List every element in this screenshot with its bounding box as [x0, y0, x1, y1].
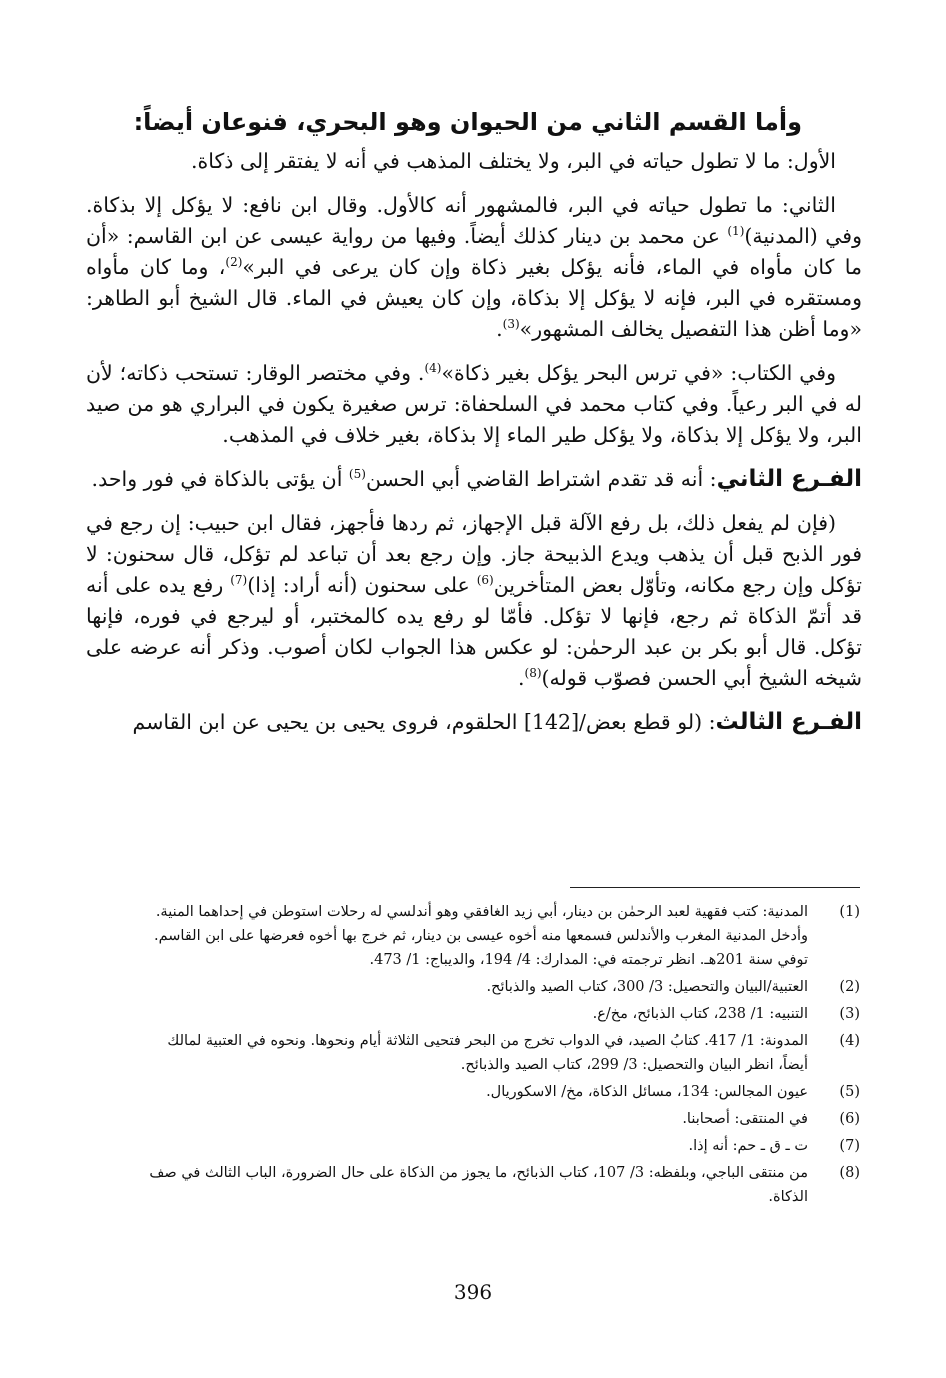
footnote-number: (1) [839, 904, 860, 920]
footnote-ref-4[interactable]: (4) [424, 361, 442, 376]
footnote-number: (2) [839, 979, 860, 995]
section-heading: وأما القسم الثاني من الحيوان وهو البحري، فنوعان أيضاً: [133, 108, 802, 136]
footnote-3 [84, 1002, 860, 1026]
page-number: 396 [453, 1280, 493, 1304]
footnote-number: (7) [839, 1138, 860, 1154]
footnote-text: المدونة: 1/ 417. كتابُ الصيد، في الدواب تخرج من البحر فتحيى الثلاثة أيام ونحوها. ونحوه في العتبية لمالك أيضاً، انظر البيان والتحصيل: 3/ 299، كتاب الصيد والذبائح. [167, 1033, 808, 1073]
branch-3-title: الفـرع الثالث [715, 709, 862, 735]
footnote-text: عيون المجالس: 134، مسائل الذكاة، مخ/ الاسكوريال. [486, 1084, 808, 1100]
footnote-ref-8[interactable]: (8) [524, 666, 542, 681]
paragraph-branch-2: الفـرع الثاني: أنه قد تقدم اشتراط القاضي أبي الحسن$^{(5)}$ أن يؤتى بالذكاة في فور واحد. [91, 466, 862, 492]
footnote-8 [84, 1161, 860, 1209]
footnote-4 [84, 1029, 860, 1077]
footnote-number: (4) [839, 1033, 860, 1049]
footnote-text: العتبية/البيان والتحصيل: 3/ 300، كتاب الصيد والذبائح. [486, 979, 808, 995]
footnote-ref-3[interactable]: (3) [502, 317, 520, 332]
footnote-number: (5) [839, 1084, 860, 1100]
footnotes [84, 900, 860, 1212]
footnote-text: في المنتقى: أصحابنا. [682, 1111, 808, 1127]
footnote-number: (6) [839, 1111, 860, 1127]
footnote-text: ت ـ ق ـ حم: أنه إذا. [688, 1138, 808, 1154]
footnote-divider [570, 887, 860, 888]
footnote-number: (3) [839, 1006, 860, 1022]
footnote-text: التنبيه: 1/ 238، كتاب الذبائح، مخ/ع. [592, 1006, 808, 1022]
paragraph-branch-3: الفـرع الثالث: (لو قطع بعض/[142] الحلقوم، فروى يحيى بن يحيى عن ابن القاسم [132, 709, 862, 735]
footnote-6 [84, 1107, 860, 1131]
footnote-ref-6[interactable]: (6) [476, 573, 494, 588]
footnote-ref-5[interactable]: (5) [348, 467, 366, 482]
main-text [86, 88, 862, 751]
footnote-number: (8) [839, 1165, 860, 1181]
footnote-7 [84, 1134, 860, 1158]
footnote-text: من منتقى الباجي، وبلفظه: 3/ 107، كتاب الذبائح، ما يجوز من الذكاة على حال الضرورة، الباب الثالث في صف الذكاة. [149, 1165, 808, 1205]
footnote-ref-2[interactable]: (2) [225, 255, 243, 270]
paragraph-3: وفي الكتاب: «في ترس البحر يؤكل بغير ذكاة»$^{(4)}$. وفي مختصر الوقار: تستحب ذكاته؛ لأن له في البر رعياً. وفي كتاب محمد في السلحفاة: ترس صغيرة يكون في البراري هو من صيد البر، ولا يؤكل إلا بذكاة، ولا يؤكل طير الماء إلا بذكاة، بغير خلاف في المذهب. [86, 361, 862, 447]
footnote-text: المدنية: كتب فقهية لعبد الرحمٰن بن دينار، أبي زيد الغافقي وهو أندلسي له رحلات استوطن في إحداهما المنية. وأدخل المدنية المغرب والأندلس فسمعها منه أخوه عيسى بن دينار، ثم خرج بها أخوه فعرضها على ابن القاسم. توفي سنة 201هـ. انظر ترجمته في: المدارك: 4/ 194، والديباج: 1/ 473. [154, 904, 808, 968]
paragraph-2: الثاني: ما تطول حياته في البر، فالمشهور أنه كالأول. وقال ابن نافع: لا يؤكل إلا بذكاة. وفي (المدنية)$^{(1)}$ عن محمد بن دينار كذلك أيضاً. وفيها من رواية عيسى عن ابن القاسم: «أن ما كان مأواه في الماء، فأنه يؤكل بغير ذكاة وإن كان يرعى في البر»$^{(2)}$، وما كان مأواه ومستقره في البر، فإنه لا يؤكل إلا بذكاة، وإن كان يعيش في الماء. قال الشيخ أبو الطاهر: «وما أظن هذا التفصيل يخالف المشهور»$^{(3)}$. [86, 193, 862, 341]
footnote-5 [84, 1080, 860, 1104]
branch-2-title: الفـرع الثاني [716, 466, 862, 492]
footnote-2 [84, 975, 860, 999]
paragraph-5: (فإن لم يفعل ذلك، بل رفع الآلة قبل الإجهاز، ثم ردها فأجهز، فقال ابن حبيب: إن رجع في فور الذبح قبل أن يذهب ويدع الذبيحة جاز. وإن رجع بعد أن تباعد لم تؤكل، قال سحنون: لا تؤكل وإن رجع مكانه، وتأوّل بعض المتأخرين$^{(6)}$ على سحنون (أنه أراد: إذا)$^{(7)}$ رفع يده على أنه قد أتمّ الذكاة ثم رجع، فإنها لا تؤكل. فأمّا لو رفع يده كالمختبر، أو ليرجع في فوره، فإنها تؤكل. قال أبو بكر بن عبد الرحمٰن: لو عكس هذا الجواب لكان أصوب. وذكر أنه عرضه على شيخه الشيخ أبي الحسن فصوّب قوله)$^{(8)}$. [86, 511, 862, 690]
footnote-ref-1[interactable]: (1) [727, 224, 745, 239]
footnote-1 [84, 900, 860, 972]
paragraph-1: الأول: ما لا تطول حياته في البر، ولا يختلف المذهب في أنه لا يفتقر إلى ذكاة. [190, 149, 836, 173]
footnote-ref-7[interactable]: (7) [230, 573, 248, 588]
